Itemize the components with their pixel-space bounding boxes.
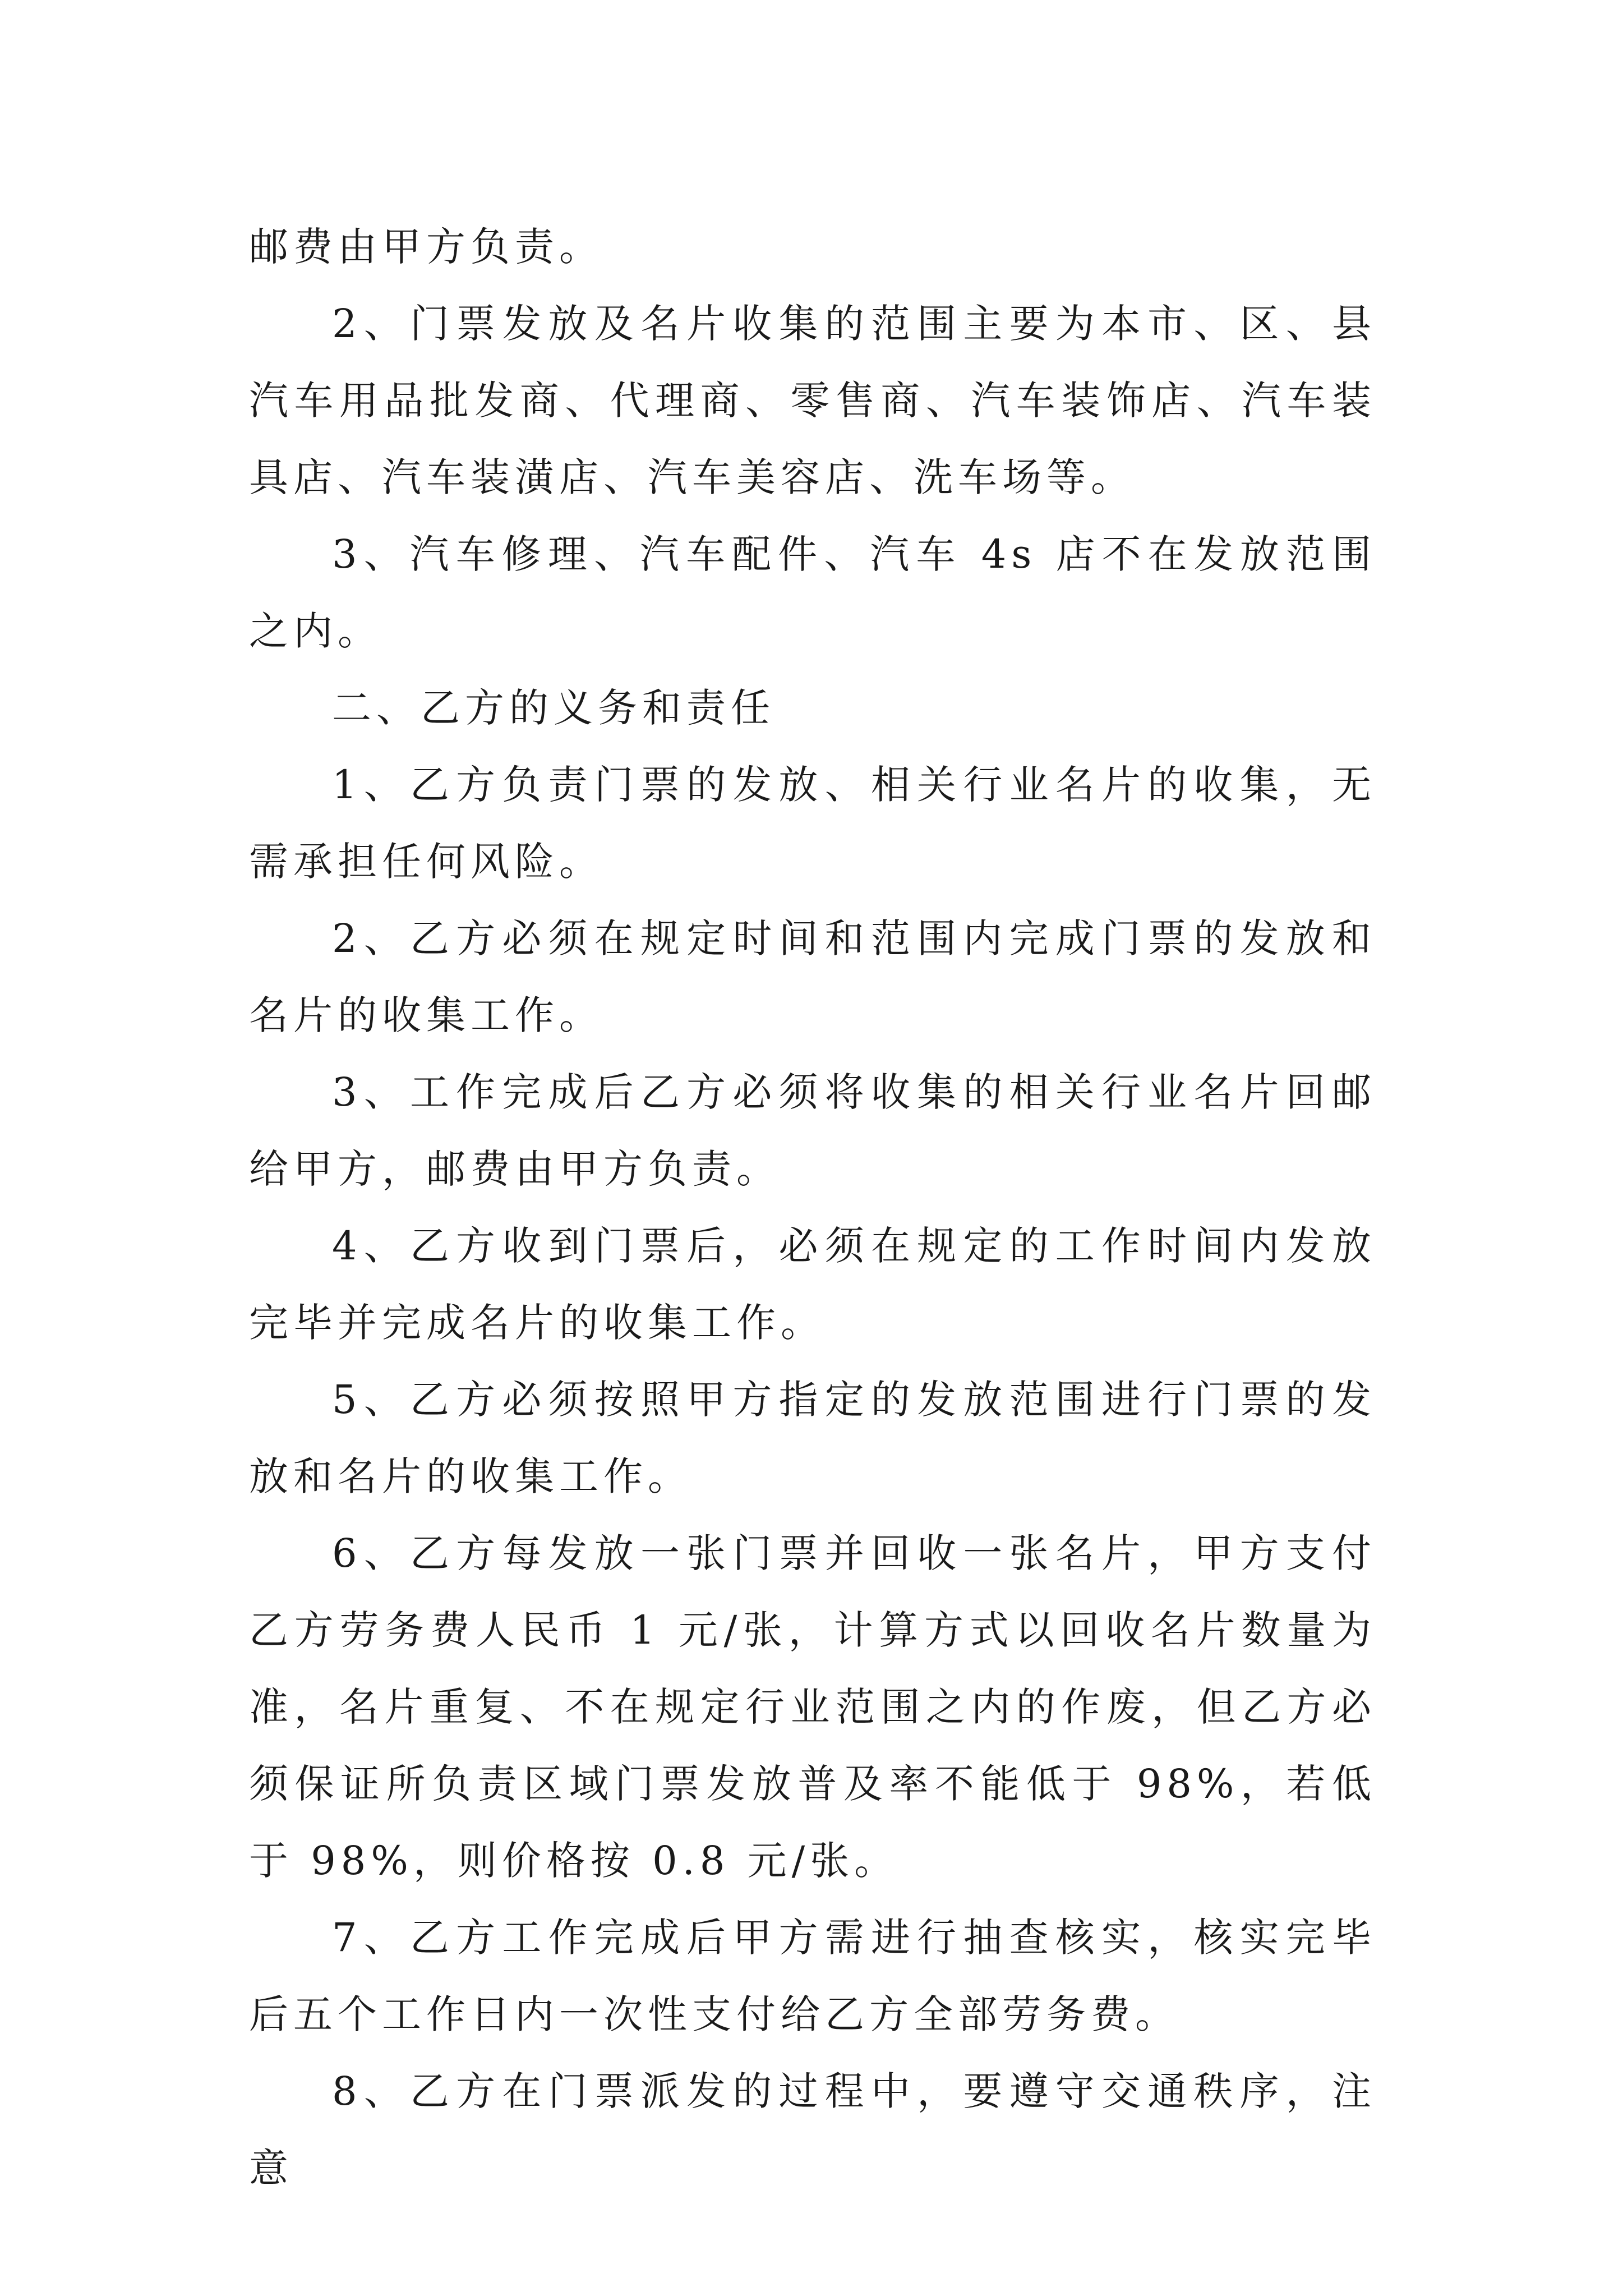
paragraph-1: 邮费由甲方负责。 xyxy=(249,224,603,270)
paragraph-12: 8、乙方在门票派发的过程中，要遵守交通秩序，注意 xyxy=(249,2068,1376,2191)
paragraph-2: 2、门票发放及名片收集的范围主要为本市、区、县汽车用品批发商、代理商、零售商、汽车装饰店、汽车装具店、汽车装潢店、汽车美容店、洗车场等。 xyxy=(249,301,1376,500)
paragraph-8: 4、乙方收到门票后，必须在规定的工作时间内发放完毕并完成名片的收集工作。 xyxy=(249,1223,1376,1346)
paragraph-7: 3、工作完成后乙方必须将收集的相关行业名片回邮给甲方，邮费由甲方负责。 xyxy=(249,1069,1376,1192)
paragraph-5: 1、乙方负责门票的发放、相关行业名片的收集，无需承担任何风险。 xyxy=(249,762,1376,885)
paragraph-6: 2、乙方必须在规定时间和范围内完成门票的发放和名片的收集工作。 xyxy=(249,915,1376,1038)
paragraph-11: 7、乙方工作完成后甲方需进行抽查核实，核实完毕后五个工作日内一次性支付给乙方全部劳务费。 xyxy=(249,1915,1376,2037)
section-heading: 二、乙方的义务和责任 xyxy=(332,685,775,731)
paragraph-10: 6、乙方每发放一张门票并回收一张名片，甲方支付乙方劳务费人民币 1 元/张，计算方式以回收名片数量为准，名片重复、不在规定行业范围之内的作废，但乙方必须保证所负责区域门票发放普及率不能低于 98%，若低于 98%，则价格按 0.8 元/张。 xyxy=(249,1530,1376,1884)
paragraph-9: 5、乙方必须按照甲方指定的发放范围进行门票的发放和名片的收集工作。 xyxy=(249,1377,1376,1499)
paragraph-3: 3、汽车修理、汽车配件、汽车 4s 店不在发放范围之内。 xyxy=(249,531,1376,654)
document-body xyxy=(249,209,1376,2207)
